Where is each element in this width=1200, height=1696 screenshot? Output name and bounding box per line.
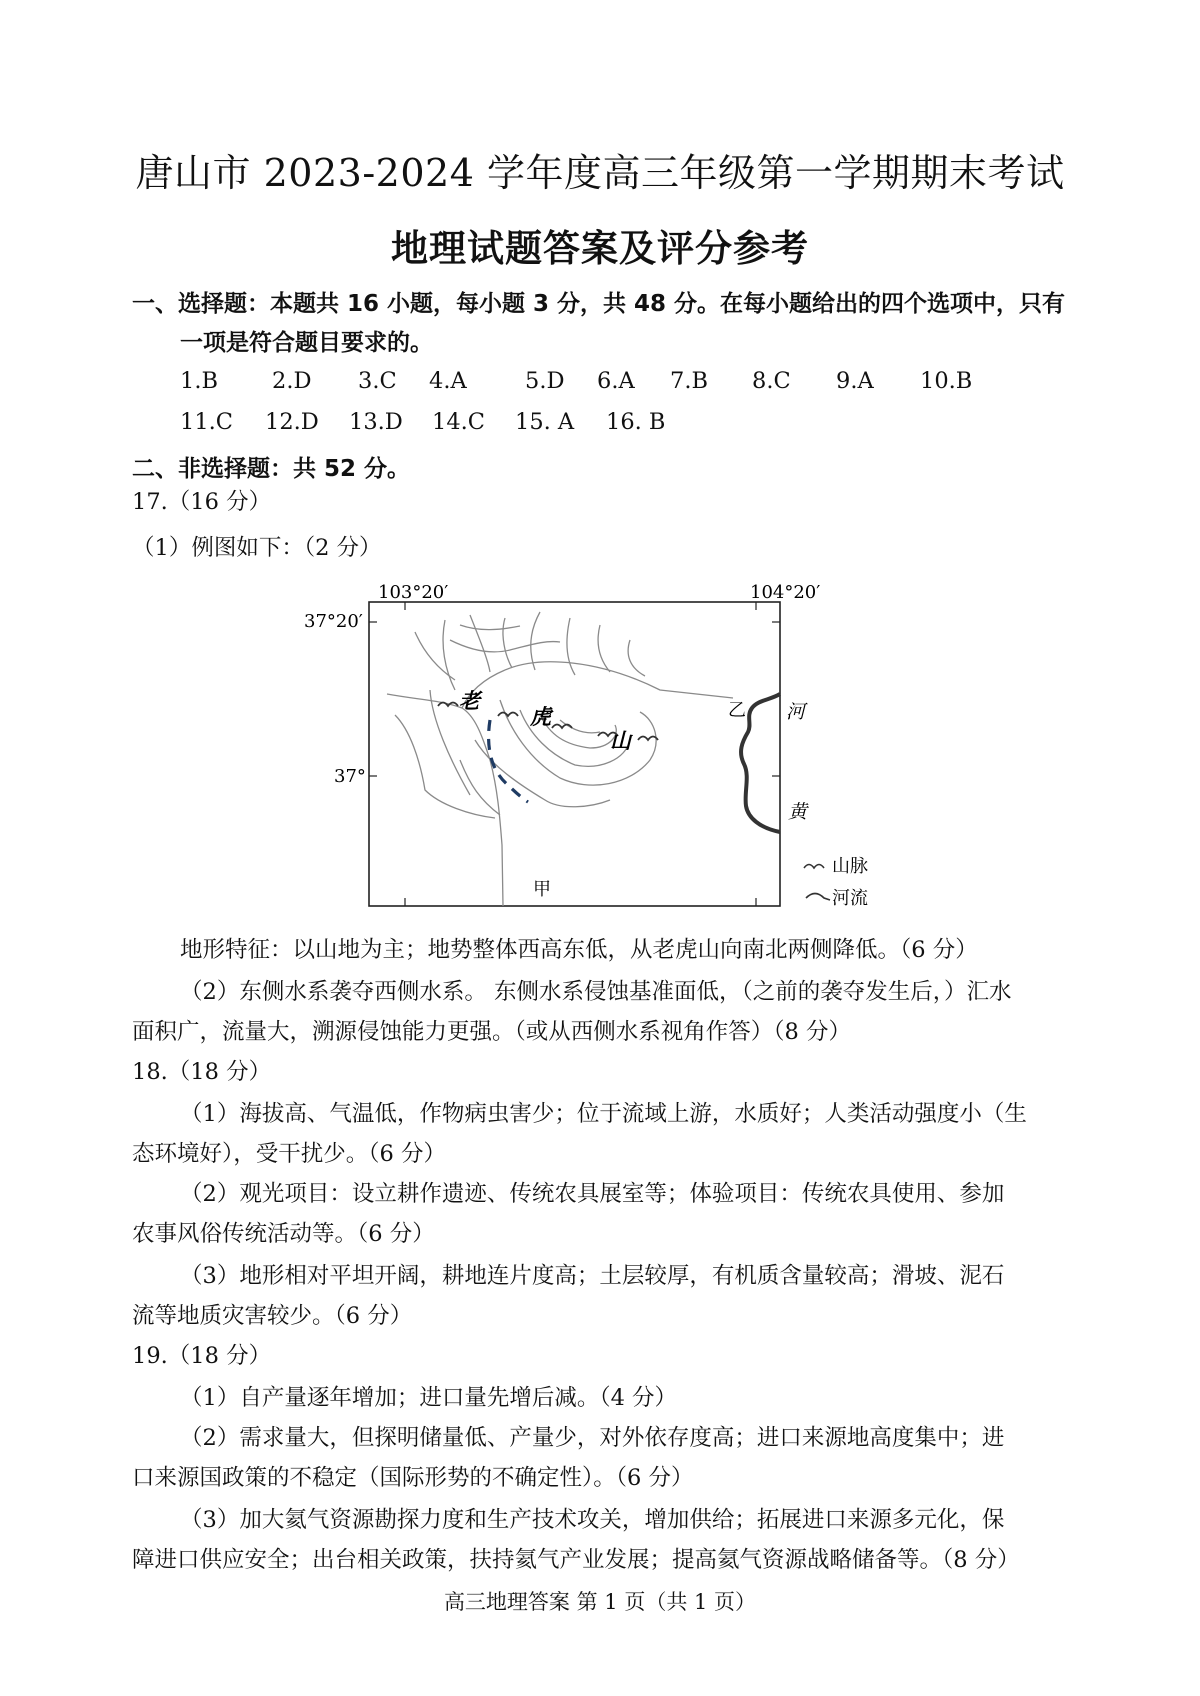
yellow-river-line [741, 694, 780, 832]
answer-12: 12.D [265, 409, 319, 435]
q18-part2-line2: 农事风俗传统活动等。（6 分） [132, 1221, 435, 1247]
q18-part2-line1: （2）观光项目：设立耕作遗迹、传统农具展室等；体验项目：传统农具使用、参加 [180, 1181, 1005, 1207]
answer-13: 13.D [349, 409, 403, 435]
q19-part1: （1）自产量逐年增加；进口量先增后减。（4 分） [180, 1385, 678, 1411]
answer-3: 3.C [358, 368, 397, 394]
q17-part2-line1: （2）东侧水系袭夺西侧水系。 东侧水系侵蚀基准面低，（之前的袭夺发生后，）汇水 [180, 979, 1012, 1005]
answer-4: 4.A [429, 368, 467, 394]
answer-5: 5.D [525, 368, 565, 394]
q18-part3-line1: （3）地形相对平坦开阔，耕地连片度高；土层较厚，有机质含量较高；滑坡、泥石 [180, 1263, 1005, 1289]
q17-part2-line2: 面积广，流量大，溯源侵蚀能力更强。（或从西侧水系视角作答）（8 分） [132, 1019, 851, 1045]
part2-heading: 二、非选择题：共 52 分。 [132, 456, 411, 482]
river-char-huang: 黄 [788, 801, 808, 823]
mountain-char-3: 山 [610, 728, 631, 753]
q17-terrain: 地形特征：以山地为主；地势整体西高东低，从老虎山向南北两侧降低。（6 分） [180, 937, 978, 963]
place-yi: 乙 [728, 700, 746, 721]
q19-part3-line2: 障进口供应安全；出台相关政策，扶持氦气产业发展；提高氦气资源战略储备等。（8 分） [132, 1547, 1020, 1573]
answer-9: 9.A [836, 368, 874, 394]
mountain-char-1: 老 [459, 688, 480, 713]
answer-15: 15. A [515, 409, 575, 435]
q18-part1-line2: 态环境好），受干扰少。（6 分） [132, 1141, 446, 1167]
answer-2: 2.D [272, 368, 312, 394]
part1-heading: 一、选择题：本题共 16 小题，每小题 3 分，共 48 分。在每小题给出的四个选项中，只有 [132, 291, 1066, 317]
answer-8: 8.C [752, 368, 791, 394]
map-frame [369, 602, 780, 906]
terrain-map [290, 570, 930, 910]
q18-number: 18.（18 分） [132, 1059, 272, 1085]
answer-14: 14.C [432, 409, 485, 435]
river-network [387, 612, 733, 906]
map-legend [804, 856, 868, 909]
page-title: 唐山市 2023-2024 学年度高三年级第一学期期末考试 [135, 151, 1065, 195]
lon-left-label: 103°20′ [378, 582, 449, 603]
legend-mountain-icon [804, 865, 824, 869]
place-jia: 甲 [533, 879, 551, 900]
river-char-he: 河 [786, 701, 806, 723]
page-subtitle: 地理试题答案及评分参考 [391, 227, 809, 270]
answer-6: 6.A [597, 368, 635, 394]
lon-right-label: 104°20′ [750, 582, 821, 603]
lat-mid-label: 37° [334, 766, 366, 787]
legend-river-icon [806, 894, 830, 901]
q18-part3-line2: 流等地质灾害较少。（6 分） [132, 1303, 413, 1329]
answer-1: 1.B [180, 368, 219, 394]
answer-10: 10.B [920, 368, 973, 394]
q19-number: 19.（18 分） [132, 1343, 272, 1369]
answer-11: 11.C [180, 409, 233, 435]
q18-part1-line1: （1）海拔高、气温低，作物病虫害少；位于流域上游，水质好；人类活动强度小（生 [180, 1101, 1027, 1127]
answer-16: 16. B [606, 409, 666, 435]
q17-number: 17.（16 分） [132, 489, 272, 515]
lat-top-label: 37°20′ [304, 611, 363, 632]
q19-part2-line1: （2）需求量大，但探明储量低、产量少，对外依存度高；进口来源地高度集中；进 [180, 1425, 1005, 1451]
page-footer: 高三地理答案 第 1 页（共 1 页） [443, 1590, 757, 1614]
mountain-char-2: 虎 [530, 704, 551, 729]
legend-mountain-label: 山脉 [832, 856, 868, 877]
answer-7: 7.B [670, 368, 709, 394]
q19-part2-line2: 口来源国政策的不稳定（国际形势的不确定性）。（6 分） [132, 1465, 694, 1491]
dashed-line [489, 720, 528, 802]
q17-part1-prompt: （1）例图如下：（2 分） [132, 535, 382, 561]
q19-part3-line1: （3）加大氦气资源勘探力度和生产技术攻关，增加供给；拓展进口来源多元化，保 [180, 1507, 1005, 1533]
part1-heading-cont: 一项是符合题目要求的。 [180, 330, 433, 356]
legend-river-label: 河流 [832, 888, 868, 909]
